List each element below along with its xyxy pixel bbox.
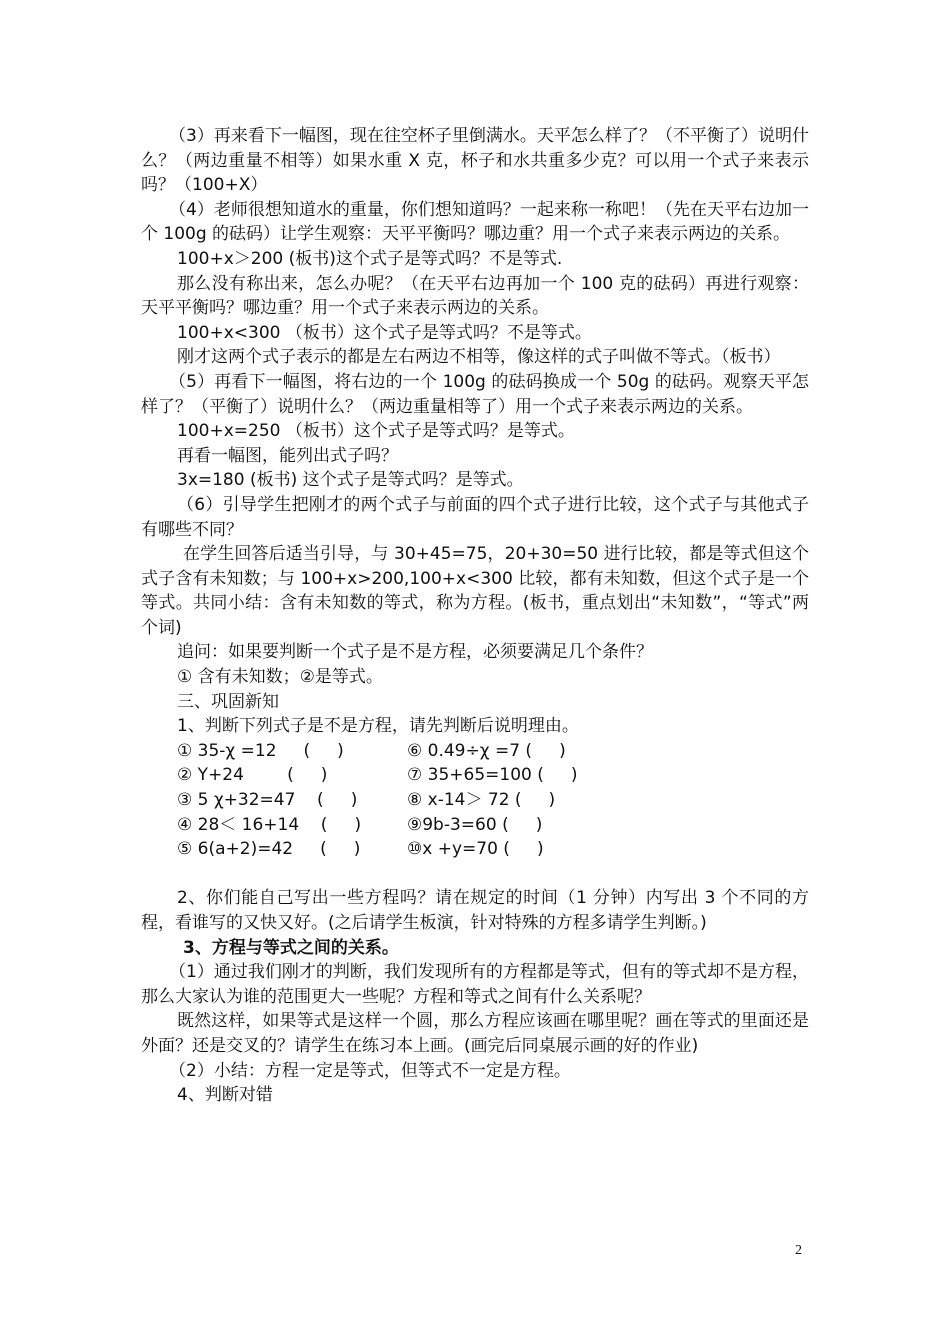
quiz-item: ④ 28＜ 16+14 ( ) (177, 814, 362, 835)
quiz-item: ⑤ 6(a+2)=42 ( ) (177, 839, 361, 860)
paragraph: 在学生回答后适当引导，与 30+45=75，20+30=50 进行比较，都是等式但这个式子含有未知数；与 100+x>200,100+x<300 比较，都有未知数，但这个式子是一个等式。共同小结：含有未知数的等式，称为方程。(板书，重点划出“未知数”，“等式”两个词) (141, 544, 809, 638)
quiz-list (141, 739, 809, 862)
quiz-item: ⑥ 0.49÷χ =7 ( ) (407, 740, 566, 761)
paragraph: 追问：如果要判断一个式子是不是方程，必须要满足几个条件？ (177, 642, 653, 663)
paragraph: 100+x<300 （板书）这个式子是等式吗？不是等式。 (177, 322, 592, 343)
paragraph: 既然这样，如果等式是这样一个圆，那么方程应该画在哪里呢？画在等式的里面还是外面？还是交叉的？请学生在练习本上画。(画完后同桌展示画的好的作业) (141, 1011, 809, 1056)
quiz-item: ⑩x +y=70 ( ) (407, 839, 544, 860)
paragraph: （2）小结：方程一定是等式，但等式不一定是方程。 (169, 1060, 571, 1081)
paragraph: （1）通过我们刚才的判断，我们发现所有的方程都是等式，但有的等式却不是方程，那么大家认为谁的范围更大一些呢？方程和等式之间有什么关系呢？ (141, 962, 809, 1007)
paragraph: 刚才这两个式子表示的都是左右两边不相等，像这样的式子叫做不等式。（板书） (177, 347, 781, 368)
paragraph: 2、你们能自己写出一些方程吗？请在规定的时间（1 分钟）内写出 3 个不同的方程，看谁写的又快又好。(之后请学生板演，针对特殊的方程多请学生判断。) (141, 888, 809, 933)
section-heading: 3、方程与等式之间的关系。 (183, 937, 399, 958)
paragraph: （3）再来看下一幅图，现在往空杯子里倒满水。天平怎么样了？（不平衡了）说明什么？（两边重量不相等）如果水重 X 克，杯子和水共重多少克？可以用一个式子来表示吗？（100+X） (141, 126, 809, 196)
paragraph: 再看一幅图，能列出式子吗？ (177, 445, 398, 466)
document-body (141, 124, 809, 1108)
quiz-item: ⑧ x-14＞ 72 ( ) (407, 790, 556, 811)
quiz-row (177, 788, 809, 813)
paragraph: （6）引导学生把刚才的两个式子与前面的四个式子进行比较，这个式子与其他式子有哪些不同？ (141, 494, 809, 540)
quiz-item: ③ 5 χ+32=47 ( ) (177, 790, 358, 811)
paragraph: 3x=180 (板书) 这个式子是等式吗？是等式。 (177, 470, 524, 491)
quiz-item: ⑦ 35+65=100 ( ) (407, 765, 578, 786)
quiz-row (177, 837, 809, 862)
paragraph: 100+x=250 （板书）这个式子是等式吗？是等式。 (177, 421, 575, 442)
blank-line (141, 862, 809, 887)
paragraph: 那么没有称出来，怎么办呢？（在天平右边再加一个 100 克的砝码）再进行观察：天平平衡吗？哪边重？用一个式子来表示两边的关系。 (141, 273, 809, 319)
section-heading: 三、巩固新知 (177, 691, 279, 712)
page-number: 2 (795, 1243, 802, 1258)
paragraph: 1、判断下列式子是不是方程，请先判断后说明理由。 (177, 716, 579, 737)
quiz-row (177, 739, 809, 764)
quiz-row (177, 763, 809, 788)
paragraph: ① 含有未知数；②是等式。 (177, 667, 383, 688)
quiz-item: ① 35-χ =12 ( ) (177, 740, 344, 761)
section-heading: 4、判断对错 (177, 1085, 273, 1106)
paragraph: （5）再看下一幅图，将右边的一个 100g 的砝码换成一个 50g 的砝码。观察天平怎样了？（平衡了）说明什么？（两边重量相等了）用一个式子来表示两边的关系。 (141, 371, 809, 417)
quiz-item: ⑨9b-3=60 ( ) (407, 814, 543, 835)
paragraph: 100+x＞200 (板书)这个式子是等式吗？不是等式. (177, 248, 563, 269)
paragraph: （4）老师很想知道水的重量，你们想知道吗？一起来称一称吧！（先在天平右边加一个 100g 的砝码）让学生观察：天平平衡吗？哪边重？用一个式子来表示两边的关系。 (141, 199, 809, 245)
quiz-item: ② Y+24 ( ) (177, 765, 328, 786)
quiz-row (177, 813, 809, 838)
